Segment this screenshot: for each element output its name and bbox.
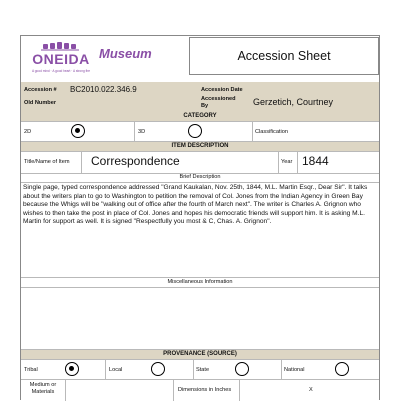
category-2d-radio[interactable] [71,124,85,138]
category-header-text: CATEGORY [183,113,217,119]
medium-materials-label: Medium or Materials [29,382,57,395]
medium-materials-field[interactable] [67,381,171,399]
category-3d-label: 3D [138,129,146,135]
classification-label: Classification [255,129,288,135]
dimensions-separator: X [309,387,313,393]
provenance-national-label: National [284,367,305,373]
accession-date-label: Accession Date [201,87,243,93]
misc-info-field[interactable] [23,289,379,349]
provenance-local-radio[interactable] [151,362,165,376]
year-label: Year [281,159,293,165]
sheet-title-box [189,37,379,75]
sheet-title: Accession Sheet [237,49,331,63]
accession-sheet-form [20,35,380,400]
brief-description-label [21,174,379,180]
oneida-logo [25,38,97,82]
category-header [21,112,379,121]
accessioned-by-field[interactable]: Gerzetich, Courtney [253,97,334,107]
dimensions-label: Dimensions in Inches [178,387,232,393]
provenance-state-label: State [196,367,210,373]
old-number-label: Old Number [24,100,57,106]
accessioned-by-label: Accessioned By [201,96,236,109]
year-field[interactable]: 1844 [302,154,329,168]
brief-description-text[interactable]: Single page, typed correspondence addressed "Grand Kaukalan, Nov. 25th, 1844, M.L. Martin Esqr., Dear Sir". It talks about the writers plan to go to Washington to petition the removal of Col. Jones from the Indian Agency in Green Bay because the Whigs will be "walking out of office after the fourth of March next". The writer is Charles A. Grignon who wishes to then take the post in place of Col. Jones and hopes his democratic friends will support him. It is asking M.L. Martin for support as well. It is signed "Respectfully you most & C, Chas. A. Grignon". [23,184,368,226]
title-field[interactable]: Correspondence [91,154,180,168]
item-description-header [21,142,379,151]
provenance-tribal-label: Tribal [24,367,38,373]
category-2d-label: 2D [24,129,32,135]
provenance-national-radio[interactable] [335,362,349,376]
brief-description-label-text: Brief Description [179,174,221,180]
item-description-header-text: ITEM DESCRIPTION [171,143,229,149]
provenance-tribal-radio[interactable] [65,362,79,376]
title-label: Title/Name of Item [24,159,70,165]
accession-number-field[interactable]: BC2010.022.346.9 [70,85,137,94]
old-number-field[interactable] [70,97,190,107]
provenance-local-label: Local [109,367,123,373]
logo-tagline: A good mind · A good heart · A strong fire [31,69,91,73]
accession-date-field[interactable] [253,84,373,94]
category-3d-radio[interactable] [188,124,202,138]
logo-wordmark: ONEIDA [32,51,90,67]
provenance-state-radio[interactable] [235,362,249,376]
misc-info-label [21,279,379,285]
provenance-header [21,350,379,359]
provenance-header-text: PROVENANCE (SOURCE) [163,351,237,357]
misc-info-label-text: Miscellaneous Information [167,279,233,285]
accession-number-label: Accession # [24,87,57,93]
museum-label: Museum [99,46,152,61]
